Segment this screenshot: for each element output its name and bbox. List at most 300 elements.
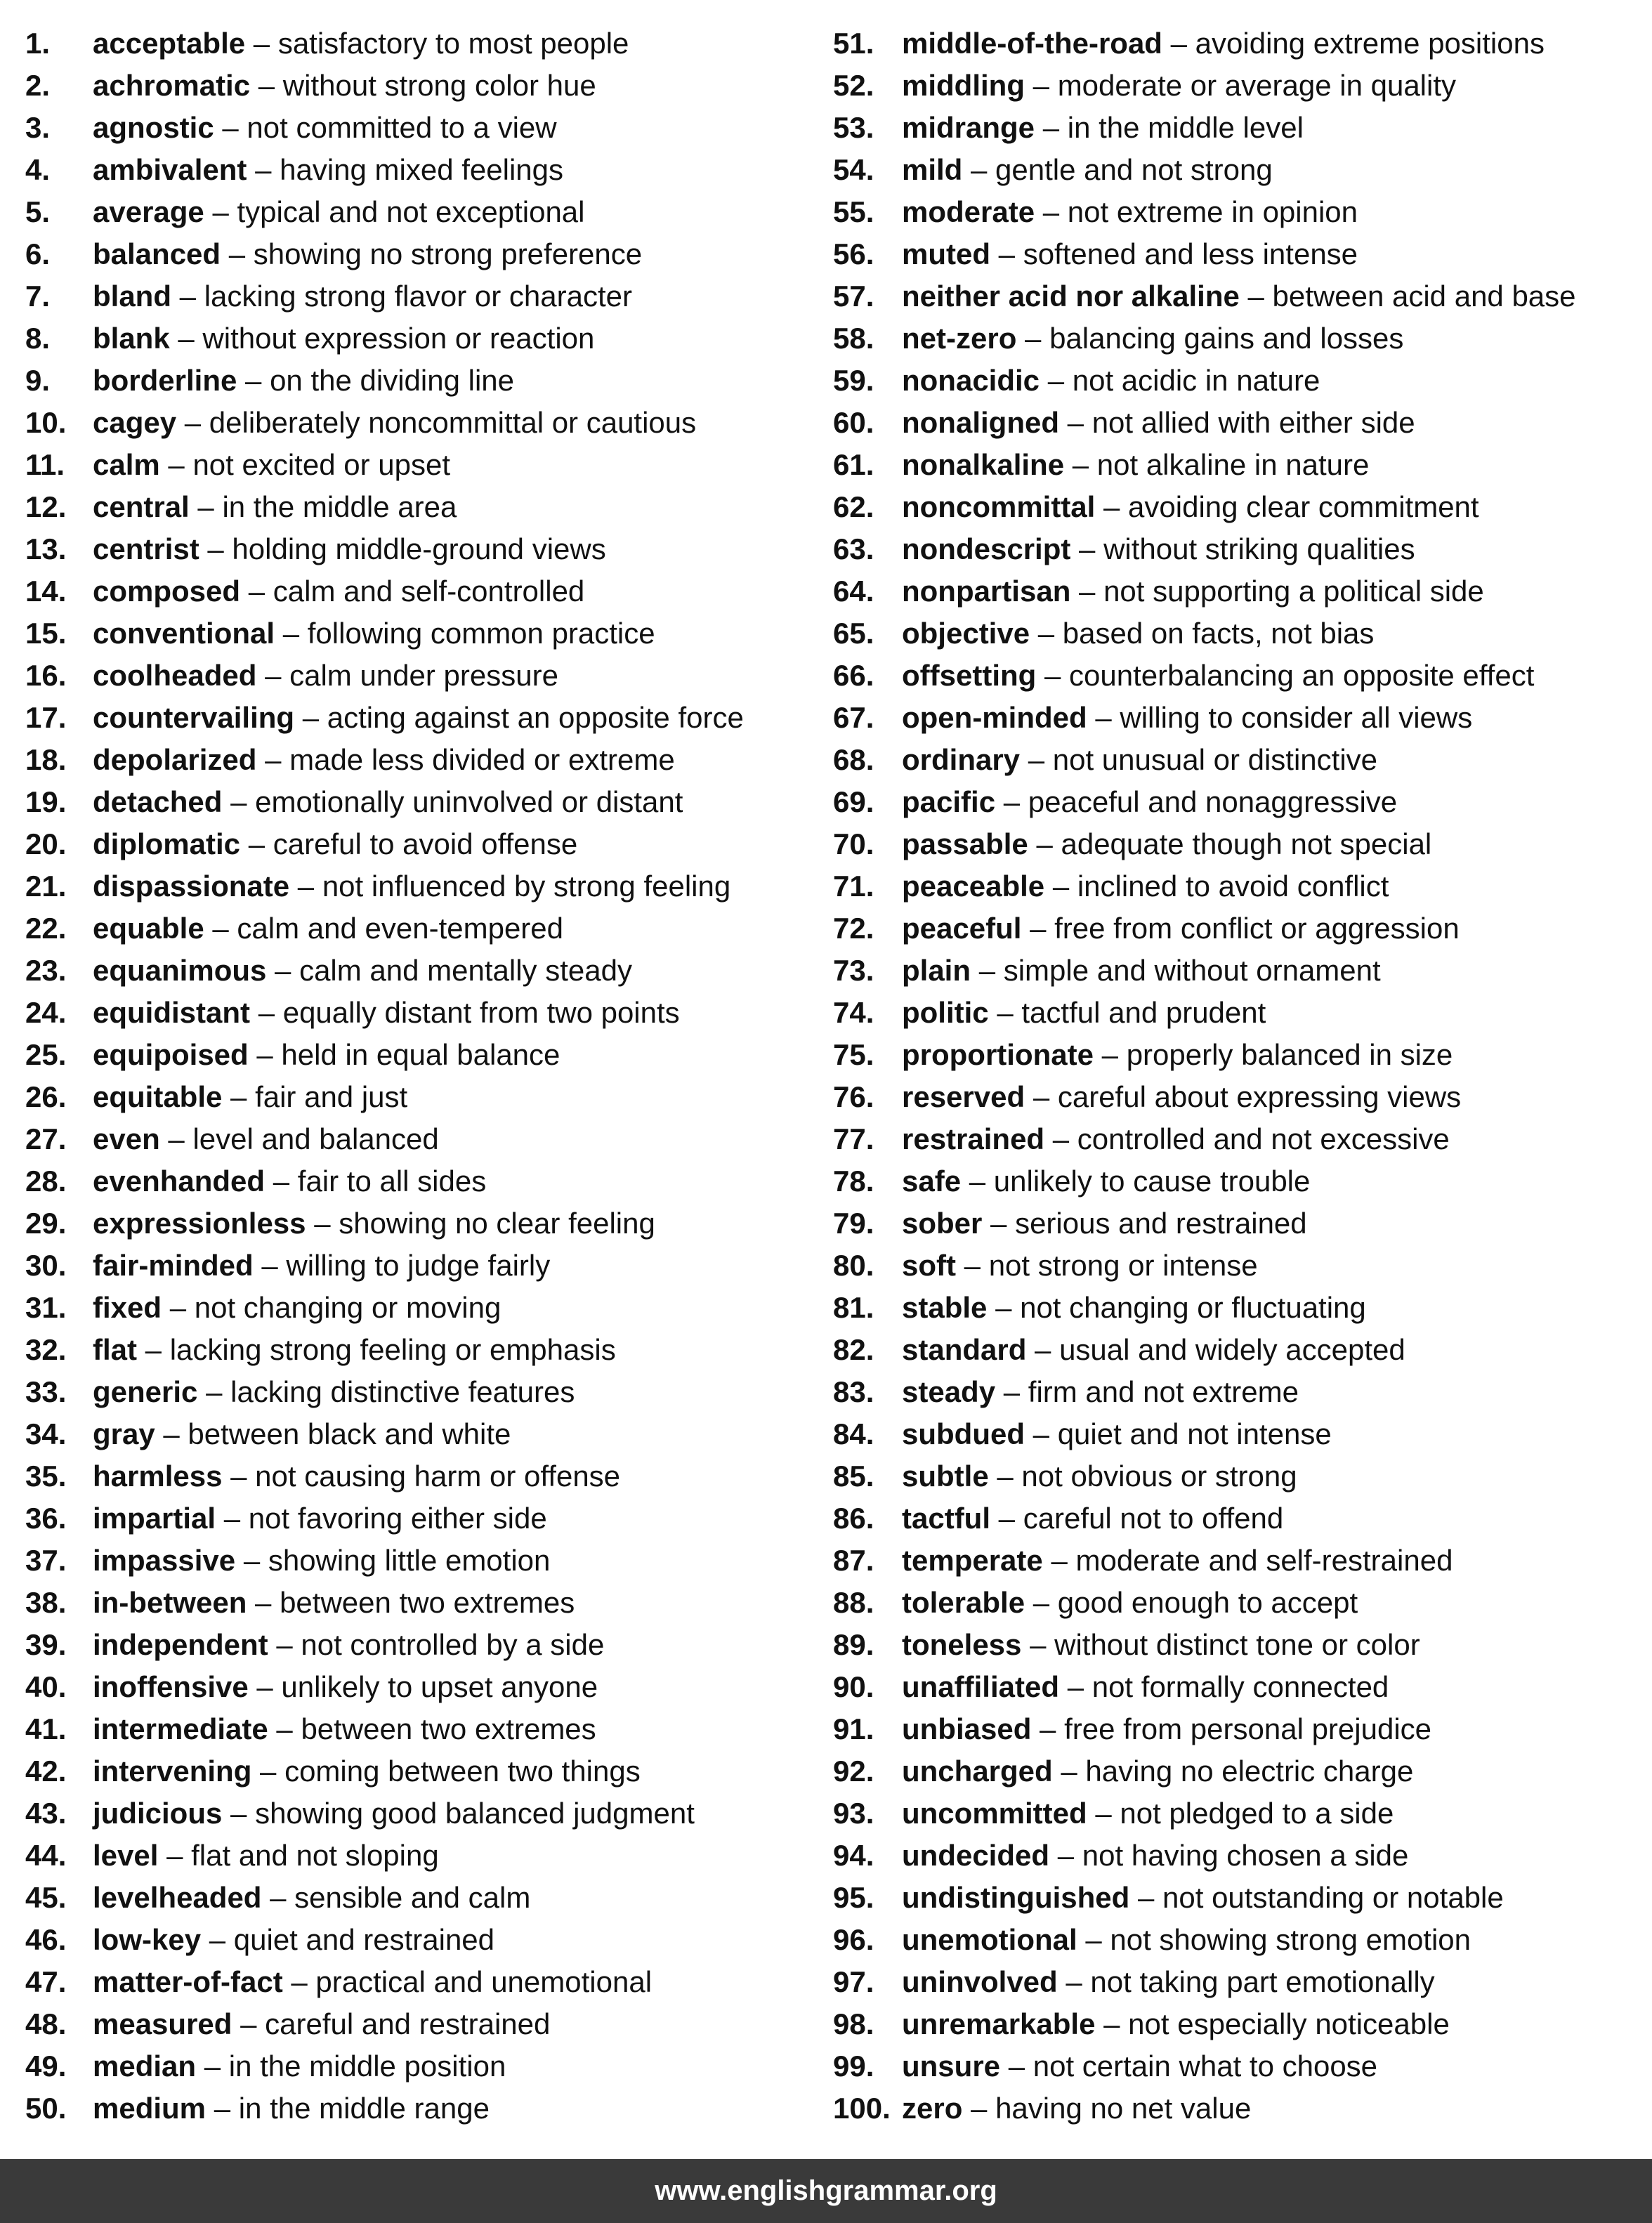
item-word: even [93, 1122, 160, 1155]
item-number: 13. [25, 532, 67, 565]
list-item [833, 950, 1652, 992]
item-number: 47. [25, 1965, 67, 1998]
item-word: mild [902, 153, 963, 186]
item-text [902, 149, 1273, 191]
item-word: tactful [902, 1502, 990, 1535]
word-list-right-column [833, 22, 1652, 2130]
item-word: unemotional [902, 1923, 1077, 1956]
item-text [902, 1961, 1435, 2003]
item-word: independent [93, 1628, 268, 1661]
list-item [833, 1540, 1652, 1582]
item-text [902, 2087, 1251, 2130]
item-separator: – [995, 1291, 1012, 1324]
item-text [93, 402, 696, 444]
list-item [25, 1287, 840, 1329]
item-text [902, 65, 1456, 107]
item-text [902, 907, 1460, 950]
item-separator: – [222, 111, 239, 144]
item-word: unaffiliated [902, 1670, 1060, 1703]
item-word: blank [93, 322, 170, 355]
item-word: in-between [93, 1586, 247, 1619]
item-number: 16. [25, 659, 67, 692]
item-separator: – [1003, 785, 1021, 818]
item-word: net-zero [902, 322, 1017, 355]
list-item [25, 1497, 840, 1540]
item-number: 89. [833, 1628, 874, 1661]
item-text [93, 1413, 511, 1455]
item-separator: – [207, 532, 224, 565]
item-definition: moderate and self-restrained [1075, 1544, 1453, 1577]
item-definition: careful and restrained [265, 2007, 551, 2040]
item-number: 39. [25, 1628, 67, 1661]
item-separator: – [1072, 448, 1089, 481]
item-definition: not acidic in nature [1072, 364, 1320, 397]
item-text [93, 823, 577, 865]
item-number: 95. [833, 1881, 874, 1914]
list-item [833, 149, 1652, 191]
item-number: 19. [25, 785, 67, 818]
item-text [93, 1750, 641, 1792]
item-word: agnostic [93, 111, 214, 144]
item-text [93, 1582, 575, 1624]
item-text [93, 317, 594, 360]
item-number: 31. [25, 1291, 67, 1324]
item-number: 45. [25, 1881, 67, 1914]
item-word: centrist [93, 532, 199, 565]
item-word: steady [902, 1375, 996, 1408]
item-definition: showing no clear feeling [339, 1207, 655, 1240]
item-number: 65. [833, 617, 874, 650]
list-item [833, 570, 1652, 612]
item-separator: – [998, 1502, 1016, 1535]
item-definition: based on facts, not bias [1062, 617, 1375, 650]
item-separator: – [1040, 1712, 1056, 1745]
item-number: 42. [25, 1755, 67, 1788]
item-definition: without distinct tone or color [1054, 1628, 1420, 1661]
item-word: objective [902, 617, 1030, 650]
item-word: measured [93, 2007, 232, 2040]
item-text [902, 1245, 1258, 1287]
item-number: 23. [25, 954, 67, 987]
item-word: harmless [93, 1460, 223, 1493]
item-definition: typical and not exceptional [237, 195, 585, 228]
item-word: conventional [93, 617, 275, 650]
item-definition: having no net value [995, 2092, 1252, 2125]
item-number: 59. [833, 364, 874, 397]
item-definition: avoiding extreme positions [1195, 27, 1545, 60]
list-item [833, 1624, 1652, 1666]
item-separator: – [1061, 1755, 1077, 1788]
item-text [902, 1329, 1405, 1371]
item-definition: not outstanding or notable [1162, 1881, 1504, 1914]
item-definition: serious and restrained [1015, 1207, 1307, 1240]
item-definition: not changing or moving [194, 1291, 501, 1324]
item-separator: – [1137, 1881, 1155, 1914]
item-definition: balancing gains and losses [1049, 322, 1404, 355]
list-item [833, 1034, 1652, 1076]
item-number: 63. [833, 532, 874, 565]
item-definition: willing to judge fairly [286, 1249, 551, 1282]
item-number: 6. [25, 237, 51, 270]
item-number: 82. [833, 1333, 874, 1366]
item-definition: between black and white [188, 1417, 511, 1450]
item-number: 92. [833, 1755, 874, 1788]
list-item [833, 1160, 1652, 1202]
item-word: peaceful [902, 912, 1022, 945]
item-number: 32. [25, 1333, 67, 1366]
item-number: 9. [25, 364, 51, 397]
item-separator: – [184, 406, 202, 439]
list-item [833, 1118, 1652, 1160]
item-number: 18. [25, 743, 67, 776]
item-word: inoffensive [93, 1670, 249, 1703]
list-item [833, 1582, 1652, 1624]
item-text [93, 781, 683, 823]
item-number: 35. [25, 1460, 67, 1493]
item-separator: – [179, 280, 197, 313]
item-text [902, 1287, 1366, 1329]
item-number: 58. [833, 322, 874, 355]
item-definition: showing little emotion [268, 1544, 551, 1577]
item-definition: tactful and prudent [1021, 996, 1266, 1029]
list-item [25, 1961, 840, 2003]
item-word: expressionless [93, 1207, 306, 1240]
item-separator: – [1067, 406, 1084, 439]
item-text [93, 570, 584, 612]
item-number: 34. [25, 1417, 67, 1450]
item-number: 61. [833, 448, 874, 481]
item-word: bland [93, 280, 171, 313]
item-separator: – [169, 1291, 187, 1324]
item-text [93, 233, 642, 275]
item-word: unsure [902, 2050, 1001, 2083]
item-text [93, 486, 457, 528]
list-item [833, 739, 1652, 781]
list-item [25, 907, 840, 950]
list-item [25, 1750, 840, 1792]
item-text [902, 360, 1320, 402]
item-number: 24. [25, 996, 67, 1029]
item-word: coolheaded [93, 659, 257, 692]
item-text [93, 2087, 490, 2130]
item-definition: controlled and not excessive [1077, 1122, 1450, 1155]
item-number: 22. [25, 912, 67, 945]
item-separator: – [971, 2092, 988, 2125]
item-word: composed [93, 575, 241, 608]
item-text [902, 2003, 1450, 2045]
item-word: nonpartisan [902, 575, 1071, 608]
item-word: tolerable [902, 1586, 1025, 1619]
item-word: depolarized [93, 743, 257, 776]
item-word: equidistant [93, 996, 251, 1029]
item-definition: calm and self-controlled [273, 575, 585, 608]
item-separator: – [270, 1881, 287, 1914]
item-text [902, 1708, 1431, 1750]
item-definition: not certain what to choose [1032, 2050, 1378, 2083]
item-text [93, 1329, 616, 1371]
item-definition: free from conflict or aggression [1054, 912, 1460, 945]
item-definition: without strong color hue [282, 69, 596, 102]
item-word: acceptable [93, 27, 246, 60]
item-word: muted [902, 237, 990, 270]
list-item [833, 1919, 1652, 1961]
item-number: 3. [25, 111, 51, 144]
item-definition: softened and less intense [1023, 237, 1358, 270]
item-separator: – [258, 69, 275, 102]
item-separator: – [240, 2007, 257, 2040]
list-item [833, 1708, 1652, 1750]
item-separator: – [1042, 195, 1060, 228]
list-item [25, 1371, 840, 1413]
item-word: equitable [93, 1080, 223, 1113]
item-separator: – [258, 996, 275, 1029]
item-text [93, 1287, 501, 1329]
item-word: unremarkable [902, 2007, 1096, 2040]
item-number: 87. [833, 1544, 874, 1577]
item-separator: – [1028, 743, 1045, 776]
item-text [902, 1034, 1453, 1076]
item-word: pacific [902, 785, 996, 818]
list-item [25, 402, 840, 444]
item-word: medium [93, 2092, 206, 2125]
item-definition: lacking distinctive features [230, 1375, 575, 1408]
item-definition: firm and not extreme [1028, 1375, 1299, 1408]
item-word: dispassionate [93, 870, 290, 903]
item-number: 14. [25, 575, 67, 608]
item-definition: equally distant from two points [282, 996, 680, 1029]
item-number: 21. [25, 870, 67, 903]
list-item [25, 739, 840, 781]
item-text [93, 1666, 598, 1708]
list-item [833, 402, 1652, 444]
item-separator: – [969, 1165, 986, 1198]
item-word: soft [902, 1249, 956, 1282]
item-word: unbiased [902, 1712, 1032, 1745]
item-word: neither acid nor alkaline [902, 280, 1240, 313]
item-text [93, 65, 596, 107]
item-text [902, 1497, 1283, 1540]
item-text [902, 1624, 1420, 1666]
item-text [93, 1708, 596, 1750]
item-definition: acting against an opposite force [327, 701, 744, 734]
item-definition: not excited or upset [192, 448, 450, 481]
list-item [25, 1919, 840, 1961]
list-item [25, 191, 840, 233]
item-text [93, 107, 557, 149]
item-word: fair-minded [93, 1249, 254, 1282]
list-item [833, 612, 1652, 655]
list-item [833, 1835, 1652, 1877]
list-item [25, 781, 840, 823]
list-item [833, 781, 1652, 823]
item-word: diplomatic [93, 827, 241, 860]
item-text [902, 1413, 1332, 1455]
list-item [25, 1118, 840, 1160]
list-item [25, 1792, 840, 1835]
item-number: 71. [833, 870, 874, 903]
item-number: 49. [25, 2050, 67, 2083]
item-definition: free from personal prejudice [1064, 1712, 1432, 1745]
item-word: nondescript [902, 532, 1071, 565]
item-definition: practical and unemotional [315, 1965, 653, 1998]
item-separator: – [1037, 617, 1055, 650]
item-text [902, 1371, 1299, 1413]
item-word: gray [93, 1417, 155, 1450]
item-text [902, 22, 1545, 65]
list-item [25, 233, 840, 275]
list-item [833, 317, 1652, 360]
item-separator: – [214, 2092, 231, 2125]
item-definition: holding middle-ground views [232, 532, 606, 565]
item-separator: – [990, 1207, 1007, 1240]
item-separator: – [1170, 27, 1187, 60]
item-definition: emotionally uninvolved or distant [255, 785, 683, 818]
item-separator: – [230, 785, 247, 818]
list-item [833, 655, 1652, 697]
item-definition: not allied with either side [1092, 406, 1415, 439]
item-text [93, 1118, 439, 1160]
item-number: 74. [833, 996, 874, 1029]
item-word: achromatic [93, 69, 251, 102]
item-definition: moderate or average in quality [1057, 69, 1457, 102]
item-separator: – [314, 1207, 331, 1240]
item-text [902, 950, 1381, 992]
list-item [25, 570, 840, 612]
item-text [93, 1497, 547, 1540]
list-item [25, 1160, 840, 1202]
item-word: levelheaded [93, 1881, 262, 1914]
list-item [25, 1708, 840, 1750]
item-word: intervening [93, 1755, 252, 1788]
item-text [902, 992, 1266, 1034]
item-definition: properly balanced in size [1126, 1038, 1453, 1071]
list-item [833, 191, 1652, 233]
item-definition: simple and without ornament [1003, 954, 1381, 987]
item-separator: – [1003, 1375, 1021, 1408]
list-item [833, 1497, 1652, 1540]
item-definition: lacking strong feeling or emphasis [169, 1333, 616, 1366]
list-item [833, 907, 1652, 950]
item-text [902, 1750, 1413, 1792]
list-item [833, 233, 1652, 275]
item-separator: – [997, 996, 1014, 1029]
item-word: cagey [93, 406, 177, 439]
item-definition: showing no strong preference [253, 237, 643, 270]
item-separator: – [178, 322, 195, 355]
item-text [902, 486, 1479, 528]
item-definition: not supporting a political side [1103, 575, 1484, 608]
item-number: 53. [833, 111, 874, 144]
item-word: judicious [93, 1797, 223, 1830]
item-word: equanimous [93, 954, 267, 987]
item-text [93, 1202, 655, 1245]
item-definition: following common practice [307, 617, 655, 650]
item-word: subtle [902, 1460, 989, 1493]
item-separator: – [204, 2050, 221, 2083]
item-word: temperate [902, 1544, 1043, 1577]
item-definition: fair and just [255, 1080, 408, 1113]
item-separator: – [265, 659, 282, 692]
item-number: 75. [833, 1038, 874, 1071]
item-separator: – [1035, 1333, 1051, 1366]
item-text [93, 1624, 604, 1666]
item-definition: careful to avoid offense [273, 827, 578, 860]
item-definition: careful not to offend [1023, 1502, 1284, 1535]
item-separator: – [1052, 870, 1070, 903]
item-separator: – [1032, 1080, 1050, 1113]
item-text [93, 865, 730, 907]
item-separator: – [1030, 912, 1047, 945]
item-word: politic [902, 996, 989, 1029]
item-definition: inclined to avoid conflict [1077, 870, 1389, 903]
item-number: 94. [833, 1839, 874, 1872]
footer-website-text: www.englishgrammar.org [655, 2175, 997, 2206]
item-word: nonacidic [902, 364, 1040, 397]
item-separator: – [1095, 701, 1112, 734]
item-text [902, 1202, 1307, 1245]
item-number: 17. [25, 701, 67, 734]
list-item [25, 1202, 840, 1245]
item-number: 4. [25, 153, 51, 186]
item-separator: – [230, 1460, 247, 1493]
item-definition: held in equal balance [281, 1038, 560, 1071]
item-definition: calm and even-tempered [237, 912, 564, 945]
item-word: balanced [93, 237, 221, 270]
list-item [25, 1624, 840, 1666]
item-separator: – [964, 1249, 981, 1282]
item-separator: – [230, 1797, 247, 1830]
item-word: safe [902, 1165, 962, 1198]
item-number: 77. [833, 1122, 874, 1155]
list-item [25, 1329, 840, 1371]
item-text [93, 2003, 550, 2045]
item-word: equipoised [93, 1038, 249, 1071]
item-separator: – [206, 1375, 223, 1408]
item-separator: – [256, 1670, 273, 1703]
item-word: low-key [93, 1923, 202, 1956]
item-number: 78. [833, 1165, 874, 1198]
item-definition: not controlled by a side [301, 1628, 605, 1661]
item-number: 60. [833, 406, 874, 439]
item-number: 80. [833, 1249, 874, 1282]
item-definition: not having chosen a side [1082, 1839, 1409, 1872]
item-separator: – [1066, 1965, 1082, 1998]
item-number: 7. [25, 280, 51, 313]
item-text [902, 233, 1358, 275]
list-item [25, 992, 840, 1034]
list-item [25, 1413, 840, 1455]
item-separator: – [297, 870, 315, 903]
item-separator: – [168, 448, 185, 481]
list-item [25, 612, 840, 655]
item-word: sober [902, 1207, 983, 1240]
list-item [833, 697, 1652, 739]
item-text [93, 149, 563, 191]
item-definition: flat and not sloping [191, 1839, 439, 1872]
item-word: impartial [93, 1502, 216, 1535]
item-word: nonaligned [902, 406, 1059, 439]
list-item [833, 1371, 1652, 1413]
item-definition: quiet and not intense [1057, 1417, 1332, 1450]
list-item [833, 1792, 1652, 1835]
item-text [93, 1877, 530, 1919]
item-word: undistinguished [902, 1881, 1130, 1914]
list-item [25, 360, 840, 402]
item-text [93, 950, 632, 992]
item-separator: – [282, 617, 300, 650]
item-number: 85. [833, 1460, 874, 1493]
item-word: midrange [902, 111, 1035, 144]
